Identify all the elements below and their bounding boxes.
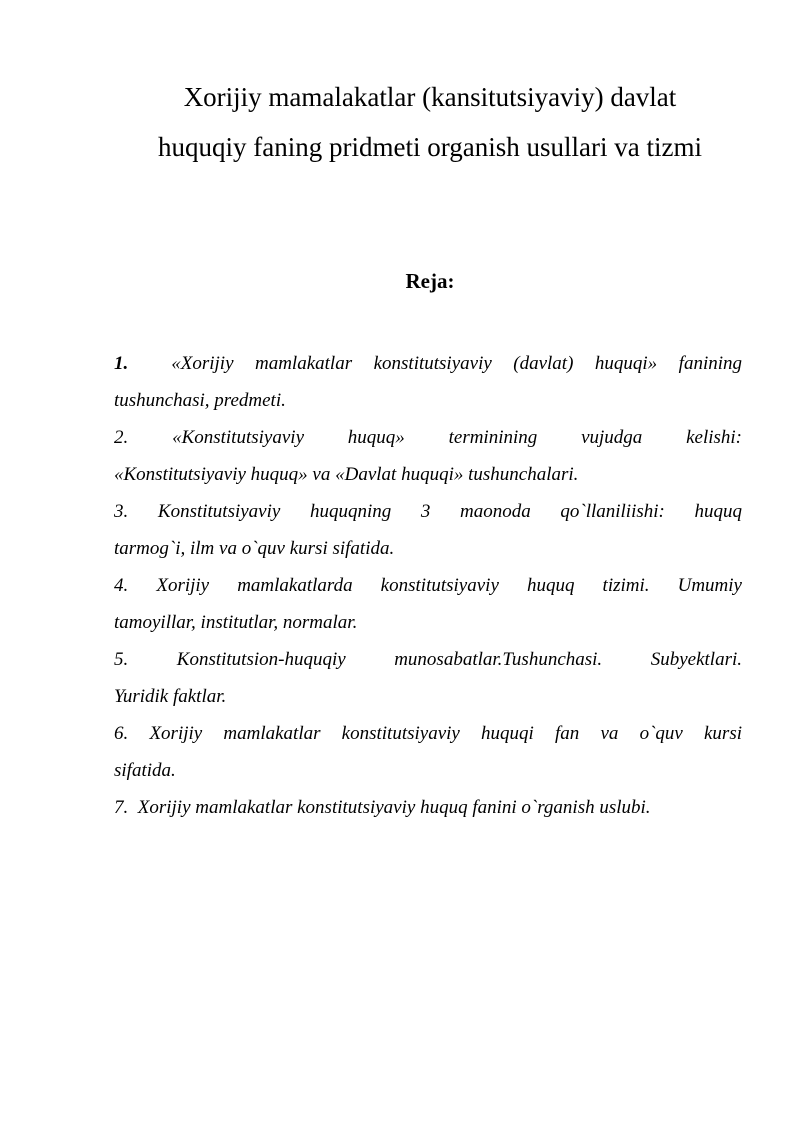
plan-item-1-line-1 xyxy=(114,345,742,382)
plan-item-5 xyxy=(114,641,742,715)
plan-item-6 xyxy=(114,715,742,789)
plan-item-4-line-1 xyxy=(114,567,742,604)
plan-item-2-line-1 xyxy=(114,419,742,456)
plan-item-number: 3. xyxy=(114,501,129,522)
plan-item-number: 7. xyxy=(114,797,129,818)
plan-item-2 xyxy=(114,419,742,493)
plan-item-6-line-1 xyxy=(114,715,742,752)
plan-item-7 xyxy=(114,789,742,826)
plan-item-number: 6. xyxy=(114,723,129,744)
plan-item-5-line-1 xyxy=(114,641,742,678)
plan-item-text: «Konstitutsiyaviy huquq» terminining vujudga kelishi: xyxy=(172,427,742,448)
plan-item-number: 4. xyxy=(114,575,129,596)
title-line-2: huquqiy faning pridmeti organish usullari va tizmi xyxy=(158,132,702,162)
plan-item-1 xyxy=(114,345,742,419)
plan-item-text: «Xorijiy mamlakatlar konstitutsiyaviy (davlat) huquqi» fanining xyxy=(171,353,742,374)
plan-item-5-line-2: Yuridik faktlar. xyxy=(114,686,227,707)
plan-item-text: Konstitutsion-huquqiy munosabatlar.Tushunchasi. Subyektlari. xyxy=(176,649,742,670)
plan-item-number: 5. xyxy=(114,649,129,670)
plan-item-number: 1. xyxy=(114,353,129,374)
plan-list xyxy=(114,345,742,826)
title-line-1: Xorijiy mamalakatlar (kansitutsiyaviy) davlat xyxy=(183,82,677,112)
plan-item-text: Konstitutsiyaviy huquqning 3 maonoda qo`llaniliishi: huquq xyxy=(157,501,742,522)
plan-item-number: 2. xyxy=(114,427,129,448)
plan-item-1-line-2: tushunchasi, predmeti. xyxy=(114,390,286,411)
plan-item-2-line-2: «Konstitutsiyaviy huquq» va «Davlat huquqi» tushunchalari. xyxy=(114,464,579,485)
plan-item-3 xyxy=(114,493,742,567)
document-title xyxy=(60,72,800,172)
plan-item-text: Xorijiy mamlakatlarda konstitutsiyaviy huquq tizimi. Umumiy xyxy=(156,575,742,596)
plan-item-6-line-2: sifatida. xyxy=(114,760,176,781)
plan-item-7-line-1 xyxy=(114,789,742,826)
plan-heading: Reja: xyxy=(405,269,455,293)
plan-item-4-line-2: tamoyillar, institutlar, normalar. xyxy=(114,612,358,633)
plan-item-4 xyxy=(114,567,742,641)
plan-item-3-line-1 xyxy=(114,493,742,530)
plan-item-text: Xorijiy mamlakatlar konstitutsiyaviy huquq fanini o`rganish uslubi. xyxy=(137,797,651,818)
plan-item-3-line-2: tarmog`i, ilm va o`quv kursi sifatida. xyxy=(114,538,395,559)
plan-item-text: Xorijiy mamlakatlar konstitutsiyaviy huquqi fan va o`quv kursi xyxy=(149,723,742,744)
